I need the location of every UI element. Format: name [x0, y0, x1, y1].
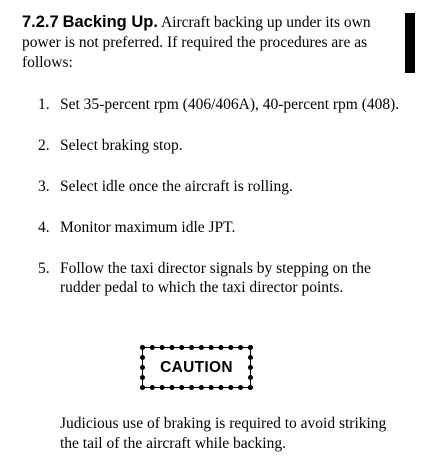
- step-text: Select idle once the aircraft is rolling.: [60, 178, 293, 195]
- procedure-steps-list: [38, 95, 400, 319]
- change-bar: [405, 13, 415, 73]
- procedure-step: [38, 177, 400, 196]
- step-text: Follow the taxi director signals by stepping on the rudder pedal to which the taxi director points.: [60, 260, 371, 296]
- step-text: Set 35-percent rpm (406/406A), 40-percent rpm (408).: [60, 96, 400, 113]
- step-number: 5.: [38, 260, 50, 277]
- procedure-step: [38, 136, 400, 155]
- caution-text: Judicious use of braking is required to avoid striking the tail of the aircraft while backing.: [60, 415, 387, 452]
- step-number: 1.: [38, 96, 50, 113]
- procedure-step: [38, 218, 400, 237]
- section-intro-text: Aircraft backing up under its own power is not preferred. If required the procedures are as follows:: [22, 14, 371, 71]
- section-title: Backing Up.: [62, 13, 158, 31]
- procedure-step: [38, 95, 400, 114]
- step-number: 2.: [38, 137, 50, 154]
- step-text: Monitor maximum idle JPT.: [60, 219, 236, 236]
- step-number: 4.: [38, 219, 50, 236]
- step-number: 3.: [38, 178, 50, 195]
- section-number: 7.2.7: [22, 13, 59, 31]
- caution-box: [140, 345, 253, 390]
- procedure-step: [38, 259, 400, 297]
- caution-label: CAUTION: [160, 358, 233, 376]
- step-text: Select braking stop.: [60, 137, 183, 154]
- section-intro-paragraph: [22, 12, 400, 73]
